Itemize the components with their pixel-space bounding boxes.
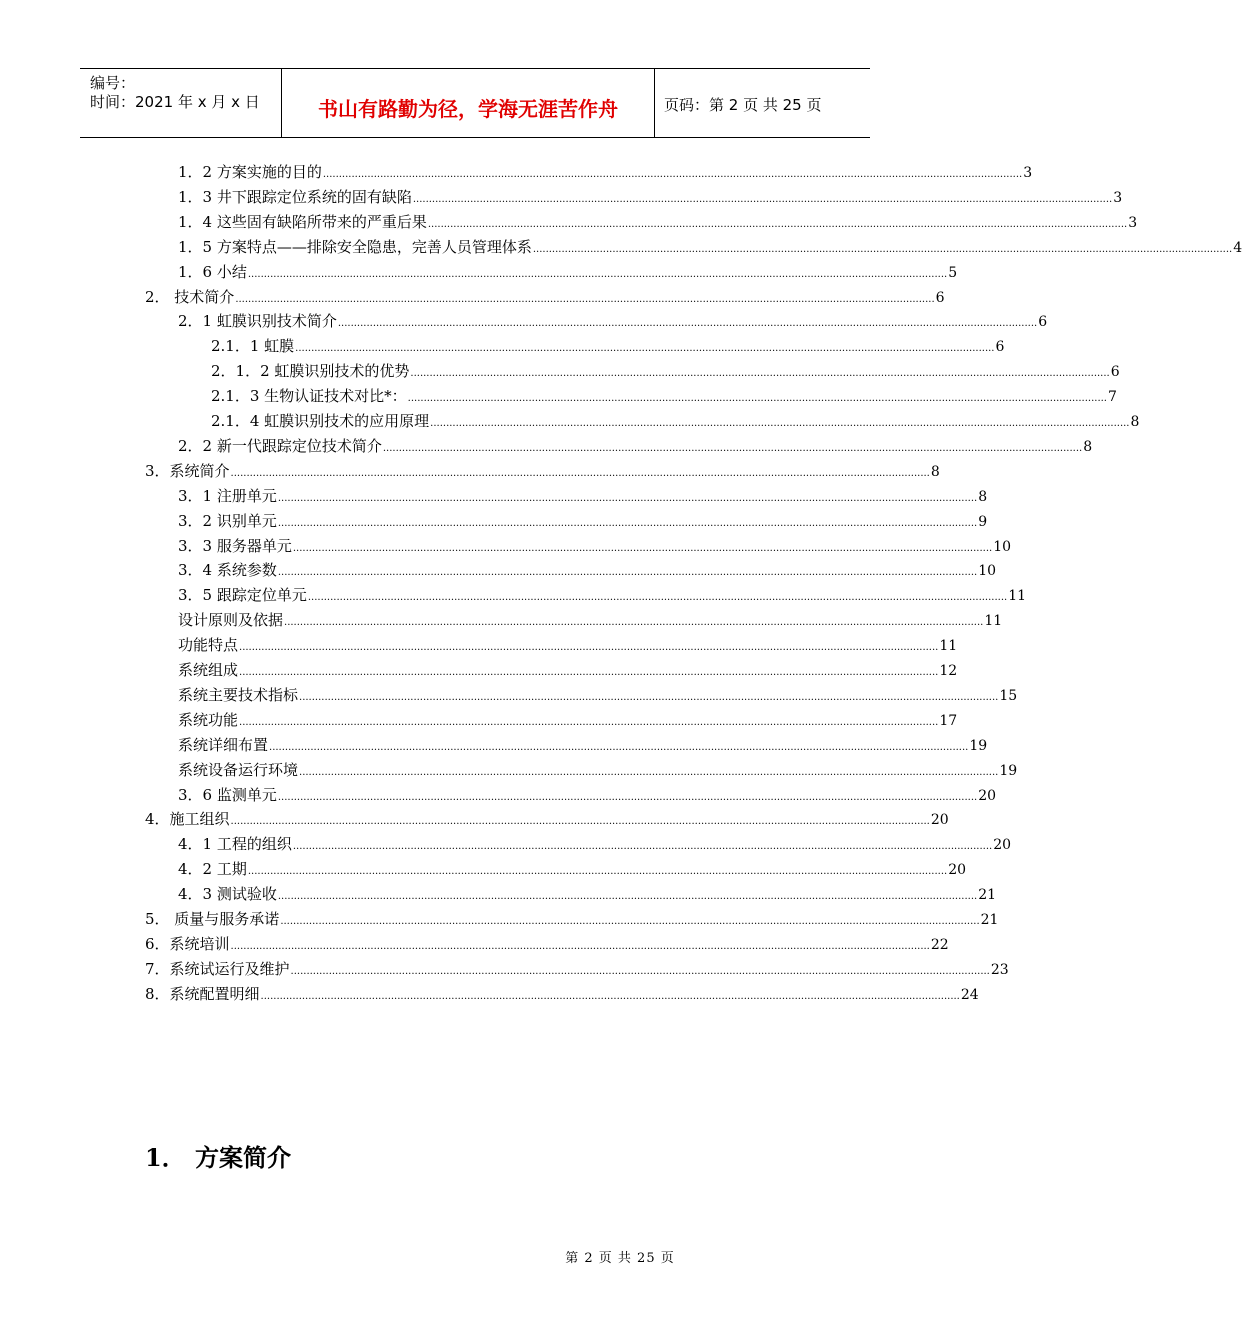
toc-leader-dots: ............................................................................................................................................................................................................................: [247, 268, 948, 280]
toc-entry-page-number: 6: [935, 289, 945, 306]
toc-leader-dots: ............................................................................................................................................................................................................................: [322, 169, 1023, 180]
toc-leader-dots: ............................................................................................................................................................................................................................: [277, 492, 978, 504]
toc-entry[interactable]: [178, 210, 1138, 234]
toc-entry[interactable]: [178, 509, 988, 533]
toc-entry-page-number: 11: [1008, 588, 1027, 605]
header-page-info: 页码：第 2 页 共 25 页: [664, 96, 822, 114]
toc-entry[interactable]: [211, 359, 1120, 383]
toc-entry-label: 设计原则及依据: [178, 611, 284, 630]
toc-entry[interactable]: [178, 534, 1012, 558]
toc-entry-label: 3．5 跟踪定位单元: [178, 586, 307, 605]
toc-entry-page-number: 7: [1108, 389, 1117, 406]
toc-leader-dots: ............................................................................................................................................................................................................................: [427, 218, 1128, 230]
toc-entry-label: 2.1．1 虹膜: [211, 337, 295, 356]
toc-entry[interactable]: [145, 807, 949, 831]
section-number: 1．: [145, 1143, 186, 1172]
toc-entry[interactable]: [178, 185, 1123, 209]
toc-entry-label: 1．2 方案实施的目的: [178, 163, 322, 181]
document-date: 时间：2021 年 x 月 x 日: [90, 93, 260, 111]
header-page-cell: [654, 69, 870, 137]
toc-entry-page-number: 4: [1233, 239, 1242, 256]
toc-leader-dots: ............................................................................................................................................................................................................................: [299, 691, 999, 703]
toc-entry-page-number: 8: [978, 488, 988, 505]
toc-entry[interactable]: [178, 857, 967, 881]
toc-entry[interactable]: [178, 309, 1048, 333]
toc-entry-label: 3．4 系统参数: [178, 561, 277, 580]
toc-leader-dots: ............................................................................................................................................................................................................................: [230, 467, 930, 479]
toc-entry-label: 3．3 服务器单元: [178, 536, 292, 555]
toc-entry[interactable]: [178, 558, 997, 582]
toc-entry-label: 3．6 监测单元: [178, 785, 277, 804]
toc-entry-page-number: 19: [999, 762, 1018, 779]
toc-leader-dots: ............................................................................................................................................................................................................................: [277, 517, 978, 529]
toc-entry[interactable]: [178, 733, 988, 757]
toc-entry[interactable]: [178, 783, 997, 807]
header-motto-cell: [281, 69, 655, 137]
toc-entry-page-number: 3: [1128, 214, 1138, 231]
toc-entry-page-number: 20: [993, 837, 1012, 854]
toc-entry-page-number: 12: [939, 663, 958, 679]
toc-leader-dots: ............................................................................................................................................................................................................................: [290, 965, 990, 977]
header-motto: 书山有路勤为径，学海无涯苦作舟: [318, 97, 618, 121]
toc-leader-dots: ............................................................................................................................................................................................................................: [292, 542, 993, 554]
toc-entry-page-number: 22: [930, 936, 949, 953]
section-heading: [145, 1138, 291, 1173]
toc-leader-dots: ............................................................................................................................................................................................................................: [277, 567, 978, 579]
toc-entry[interactable]: [145, 285, 945, 309]
toc-entry-label: 2． 技术简介: [145, 287, 235, 306]
toc-entry-label: 2．2 新一代跟踪定位技术简介: [178, 436, 382, 455]
toc-leader-dots: ............................................................................................................................................................................................................................: [299, 766, 999, 778]
toc-entry[interactable]: [178, 683, 1018, 707]
toc-entry-label: 系统功能: [178, 710, 239, 729]
toc-entry-page-number: 21: [980, 912, 999, 928]
toc-entry-page-number: 11: [939, 638, 958, 655]
toc-leader-dots: ............................................................................................................................................................................................................................: [412, 193, 1113, 205]
toc-entry-page-number: 11: [984, 613, 1003, 630]
toc-entry-page-number: 6: [1038, 314, 1048, 331]
toc-entry[interactable]: [178, 260, 958, 284]
toc-leader-dots: ............................................................................................................................................................................................................................: [410, 368, 1110, 380]
toc-entry-page-number: 20: [930, 812, 949, 829]
toc-entry[interactable]: [145, 932, 949, 956]
toc-entry[interactable]: [178, 583, 1027, 607]
toc-leader-dots: ............................................................................................................................................................................................................................: [295, 343, 995, 355]
toc-entry-label: 系统详细布置: [178, 735, 269, 754]
toc-entry-page-number: 10: [978, 563, 997, 580]
toc-entry-page-number: 21: [978, 887, 997, 904]
toc-entry-label: 6．系统培训: [145, 934, 230, 953]
toc-entry-label: 4．施工组织: [145, 810, 230, 829]
toc-entry-label: 系统主要技术指标: [178, 685, 299, 704]
toc-leader-dots: ............................................................................................................................................................................................................................: [407, 393, 1107, 405]
toc-entry-page-number: 8: [1130, 414, 1140, 430]
toc-leader-dots: ............................................................................................................................................................................................................................: [247, 866, 948, 878]
toc-entry-label: 7．系统试运行及维护: [145, 959, 290, 978]
toc-entry-label: 1．5 方案特点——排除安全隐患，完善人员管理体系: [178, 237, 532, 256]
toc-leader-dots: ............................................................................................................................................................................................................................: [337, 318, 1038, 330]
page-header: [80, 68, 870, 138]
toc-entry[interactable]: [178, 434, 1093, 458]
toc-entry-label: 1．3 井下跟踪定位系统的固有缺陷: [178, 187, 412, 206]
toc-leader-dots: ............................................................................................................................................................................................................................: [239, 642, 939, 654]
page-footer: 第 2 页 共 25 页: [565, 1251, 675, 1266]
toc-entry[interactable]: [145, 459, 940, 483]
toc-entry-label: 3．1 注册单元: [178, 486, 277, 505]
toc-leader-dots: ............................................................................................................................................................................................................................: [277, 791, 978, 803]
toc-entry-label: 4．1 工程的组织: [178, 835, 292, 854]
document-id-label: 编号：: [90, 74, 136, 92]
toc-entry[interactable]: [178, 484, 988, 508]
toc-leader-dots: ............................................................................................................................................................................................................................: [280, 916, 980, 927]
toc-leader-dots: ............................................................................................................................................................................................................................: [307, 592, 1008, 604]
toc-entry-page-number: 10: [993, 538, 1012, 555]
toc-entry[interactable]: [178, 235, 1242, 259]
toc-entry-page-number: 23: [990, 961, 1009, 978]
toc-entry-page-number: 24: [960, 986, 979, 1003]
toc-entry-label: 2．1 虹膜识别技术简介: [178, 312, 337, 331]
toc-entry-label: 1．6 小结: [178, 262, 247, 281]
toc-entry[interactable]: [178, 608, 1003, 632]
toc-entry-page-number: 6: [995, 339, 1005, 356]
toc-leader-dots: ............................................................................................................................................................................................................................: [277, 891, 978, 903]
toc-entry[interactable]: [178, 160, 1033, 184]
toc-entry[interactable]: [178, 882, 997, 906]
toc-entry-label: 1．4 这些固有缺陷所带来的严重后果: [178, 212, 427, 231]
toc-entry[interactable]: [211, 384, 1117, 408]
toc-leader-dots: ............................................................................................................................................................................................................................: [230, 940, 930, 952]
toc-leader-dots: ............................................................................................................................................................................................................................: [292, 841, 993, 853]
toc-entry-page-number: 5: [948, 264, 958, 281]
toc-entry-label: 8．系统配置明细: [145, 984, 260, 1003]
toc-entry-label: 4．2 工期: [178, 860, 247, 879]
toc-entry[interactable]: [211, 334, 1005, 358]
toc-leader-dots: ............................................................................................................................................................................................................................: [239, 667, 939, 678]
toc-entry[interactable]: [145, 957, 1009, 981]
toc-entry-page-number: 20: [978, 787, 997, 804]
toc-leader-dots: ............................................................................................................................................................................................................................: [260, 990, 960, 1002]
toc-entry-page-number: 8: [930, 463, 940, 480]
toc-entry-label: 功能特点: [178, 636, 239, 655]
toc-leader-dots: ............................................................................................................................................................................................................................: [532, 243, 1233, 255]
toc-entry-page-number: 17: [939, 712, 958, 729]
toc-entry-label: 2.1．4 虹膜识别技术的应用原理: [211, 412, 430, 430]
header-meta: [80, 69, 280, 137]
toc-entry[interactable]: [178, 658, 958, 682]
toc-entry-page-number: 3: [1113, 189, 1123, 206]
toc-leader-dots: ............................................................................................................................................................................................................................: [230, 816, 930, 828]
section-title: 方案简介: [195, 1143, 291, 1172]
toc-entry-page-number: 3: [1023, 165, 1033, 181]
toc-entry-label: 4．3 测试验收: [178, 885, 277, 904]
toc-entry-page-number: 8: [1083, 438, 1093, 455]
toc-entry[interactable]: [178, 633, 958, 657]
toc-leader-dots: ............................................................................................................................................................................................................................: [235, 293, 935, 305]
toc-leader-dots: ............................................................................................................................................................................................................................: [269, 741, 969, 753]
toc-entry-label: 3．2 识别单元: [178, 511, 277, 530]
toc-entry-label: 2．1．2 虹膜识别技术的优势: [211, 362, 410, 381]
toc-leader-dots: ............................................................................................................................................................................................................................: [382, 442, 1083, 454]
toc-entry[interactable]: [178, 832, 1012, 856]
toc-entry-page-number: 6: [1110, 364, 1120, 381]
toc-entry[interactable]: [145, 982, 979, 1006]
toc-leader-dots: ............................................................................................................................................................................................................................: [239, 716, 939, 728]
toc-leader-dots: ............................................................................................................................................................................................................................: [284, 617, 984, 629]
toc-entry-page-number: 9: [978, 513, 988, 530]
toc-entry-page-number: 20: [948, 862, 967, 879]
toc-entry[interactable]: [211, 409, 1140, 433]
toc-entry[interactable]: [178, 708, 958, 732]
toc-entry-label: 3．系统简介: [145, 461, 230, 480]
toc-entry-label: 系统设备运行环境: [178, 760, 299, 779]
toc-entry[interactable]: [178, 758, 1018, 782]
toc-entry-page-number: 19: [969, 737, 988, 754]
toc-entry-label: 系统组成: [178, 661, 239, 679]
toc-leader-dots: ............................................................................................................................................................................................................................: [430, 418, 1130, 429]
toc-entry-label: 5． 质量与服务承诺: [145, 910, 280, 928]
toc-entry-label: 2.1．3 生物认证技术对比*：: [211, 387, 407, 406]
toc-entry[interactable]: [145, 907, 999, 931]
toc-entry-page-number: 15: [999, 687, 1018, 704]
